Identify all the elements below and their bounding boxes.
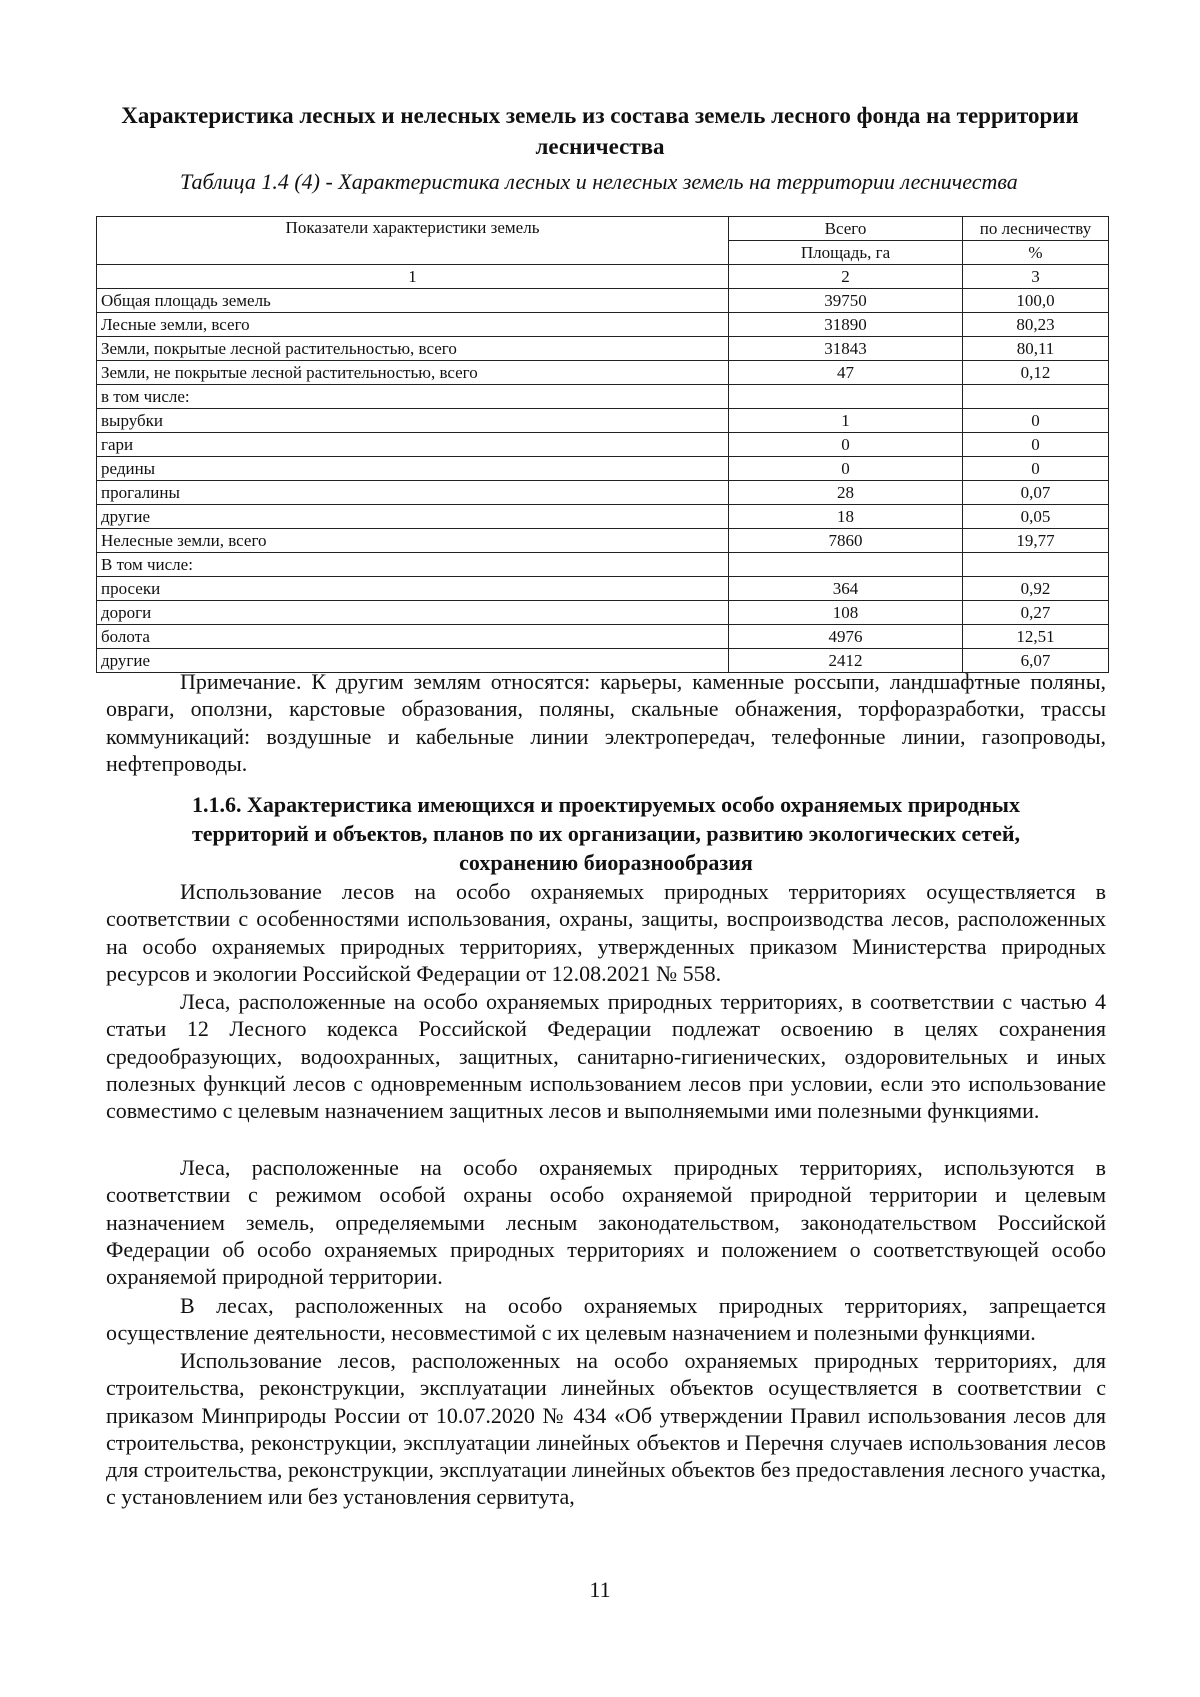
row-percent: 0,27 <box>963 601 1109 625</box>
table-row <box>97 361 1109 385</box>
row-percent: 80,11 <box>963 337 1109 361</box>
table-heading <box>100 100 1100 162</box>
table-row <box>97 553 1109 577</box>
section-heading-line-2: территорий и объектов, планов по их организации, развитию экологических сетей, <box>191 821 1021 846</box>
row-percent: 0,07 <box>963 481 1109 505</box>
row-area: 364 <box>729 577 963 601</box>
row-name: другие <box>97 649 729 673</box>
row-percent: 0,12 <box>963 361 1109 385</box>
row-name: Нелесные земли, всего <box>97 529 729 553</box>
table-row <box>97 289 1109 313</box>
land-characteristics-table <box>96 216 1109 673</box>
header-by-forestry: по лесничеству <box>963 217 1109 241</box>
row-percent: 0 <box>963 409 1109 433</box>
row-percent: 19,77 <box>963 529 1109 553</box>
table-row <box>97 457 1109 481</box>
table-row <box>97 481 1109 505</box>
header-total: Всего <box>729 217 963 241</box>
row-area: 39750 <box>729 289 963 313</box>
paragraph-4: В лесах, расположенных на особо охраняемых природных территориях, запрещается осуществление деятельности, несовместимой с их целевым назначением и полезными функциями. <box>106 1293 1106 1346</box>
table-row <box>97 433 1109 457</box>
paragraph-5: Использование лесов, расположенных на особо охраняемых природных территориях, для строительства, реконструкции, эксплуатации линейных объектов осуществляется в соответствии с приказом Минприроды России от 10.07.2020 № 434 «Об утверждении Правил использования лесов для строительства, реконструкции, эксплуатации линейных объектов и Перечня случаев использования лесов для строительства, реконструкции, эксплуатации линейных объектов без предоставления лесного участка, с установлением или без установления сервитута, <box>106 1348 1106 1510</box>
table-column-numbers-row <box>97 265 1109 289</box>
section-heading-line-3: сохранению биоразнообразия <box>459 850 753 875</box>
row-area: 7860 <box>729 529 963 553</box>
row-name: редины <box>97 457 729 481</box>
table-row <box>97 337 1109 361</box>
row-area: 0 <box>729 433 963 457</box>
row-name: вырубки <box>97 409 729 433</box>
row-name: другие <box>97 505 729 529</box>
row-area: 4976 <box>729 625 963 649</box>
row-percent: 6,07 <box>963 649 1109 673</box>
row-name: прогалины <box>97 481 729 505</box>
row-name: дороги <box>97 601 729 625</box>
page-number: 11 <box>589 1577 611 1602</box>
table-note: Примечание. К другим землям относятся: карьеры, каменные россыпи, ландшафтные поляны, овраги, оползни, карстовые образования, поляны, скальные обнажения, торфоразработки, трассы коммуникаций: воздушные и кабельные линии электропередач, телефонные линии, газопроводы, нефтепроводы. <box>106 669 1106 776</box>
row-name: болота <box>97 625 729 649</box>
row-area: 31890 <box>729 313 963 337</box>
row-area: 31843 <box>729 337 963 361</box>
table-row <box>97 409 1109 433</box>
table-heading-line-1: Характеристика лесных и нелесных земель из состава земель лесного фонда на территории <box>121 103 1079 128</box>
row-percent: 100,0 <box>963 289 1109 313</box>
table-row <box>97 577 1109 601</box>
row-name: просеки <box>97 577 729 601</box>
row-area: 47 <box>729 361 963 385</box>
row-percent: 12,51 <box>963 625 1109 649</box>
row-area <box>729 553 963 577</box>
row-area <box>729 385 963 409</box>
row-area: 0 <box>729 457 963 481</box>
row-area: 108 <box>729 601 963 625</box>
row-area: 18 <box>729 505 963 529</box>
header-percent: % <box>963 241 1109 265</box>
header-area: Площадь, га <box>729 241 963 265</box>
section-heading-line-1: 1.1.6. Характеристика имеющихся и проектируемых особо охраняемых природных <box>192 792 1020 817</box>
row-name: Лесные земли, всего <box>97 313 729 337</box>
row-percent: 0 <box>963 433 1109 457</box>
table-row <box>97 385 1109 409</box>
row-name: В том числе: <box>97 553 729 577</box>
row-percent: 0,05 <box>963 505 1109 529</box>
row-name: Земли, покрытые лесной растительностью, всего <box>97 337 729 361</box>
row-percent: 80,23 <box>963 313 1109 337</box>
row-name: гари <box>97 433 729 457</box>
table-row <box>97 529 1109 553</box>
row-name: Земли, не покрытые лесной растительностью, всего <box>97 361 729 385</box>
table-caption: Таблица 1.4 (4) - Характеристика лесных и нелесных земель на территории лесничества <box>180 169 1018 194</box>
paragraph-3: Леса, расположенные на особо охраняемых природных территориях, используются в соответствии с режимом особой охраны особо охраняемой природной территории и целевым назначением земель, определяемыми лесным законодательством, законодательством Российской Федерации об особо охраняемых природных территориях и положением о соответствующей особо охраняемой природной территории. <box>106 1155 1106 1290</box>
row-area: 1 <box>729 409 963 433</box>
row-area: 2412 <box>729 649 963 673</box>
column-number-2: 2 <box>729 265 963 289</box>
row-percent: 0,92 <box>963 577 1109 601</box>
paragraph-1: Использование лесов на особо охраняемых природных территориях осуществляется в соответствии с особенностями использования, охраны, защиты, воспроизводства лесов, расположенных на особо охраняемых природных территориях, утвержденных приказом Министерства природных ресурсов и экологии Российской Федерации от 12.08.2021 № 558. <box>106 879 1106 986</box>
table-header-row <box>97 217 1109 241</box>
row-name: Общая площадь земель <box>97 289 729 313</box>
row-percent: 0 <box>963 457 1109 481</box>
paragraph-2: Леса, расположенные на особо охраняемых природных территориях, в соответствии с частью 4 статьи 12 Лесного кодекса Российской Федерации подлежат освоению в целях сохранения средообразующих, водоохранных, защитных, санитарно-гигиенических, оздоровительных и иных полезных функций лесов с одновременным использованием лесов при условии, если это использование совместимо с целевым назначением защитных лесов и выполняемыми ими полезными функциями. <box>106 989 1106 1124</box>
table-heading-line-2: лесничества <box>535 134 665 159</box>
column-number-1: 1 <box>97 265 729 289</box>
table-row <box>97 601 1109 625</box>
column-number-3: 3 <box>963 265 1109 289</box>
header-indicators: Показатели характеристики земель <box>97 217 729 265</box>
row-name: в том числе: <box>97 385 729 409</box>
table-row <box>97 313 1109 337</box>
section-heading <box>106 790 1106 877</box>
table-row <box>97 505 1109 529</box>
row-percent <box>963 385 1109 409</box>
row-area: 28 <box>729 481 963 505</box>
row-percent <box>963 553 1109 577</box>
table-row <box>97 625 1109 649</box>
